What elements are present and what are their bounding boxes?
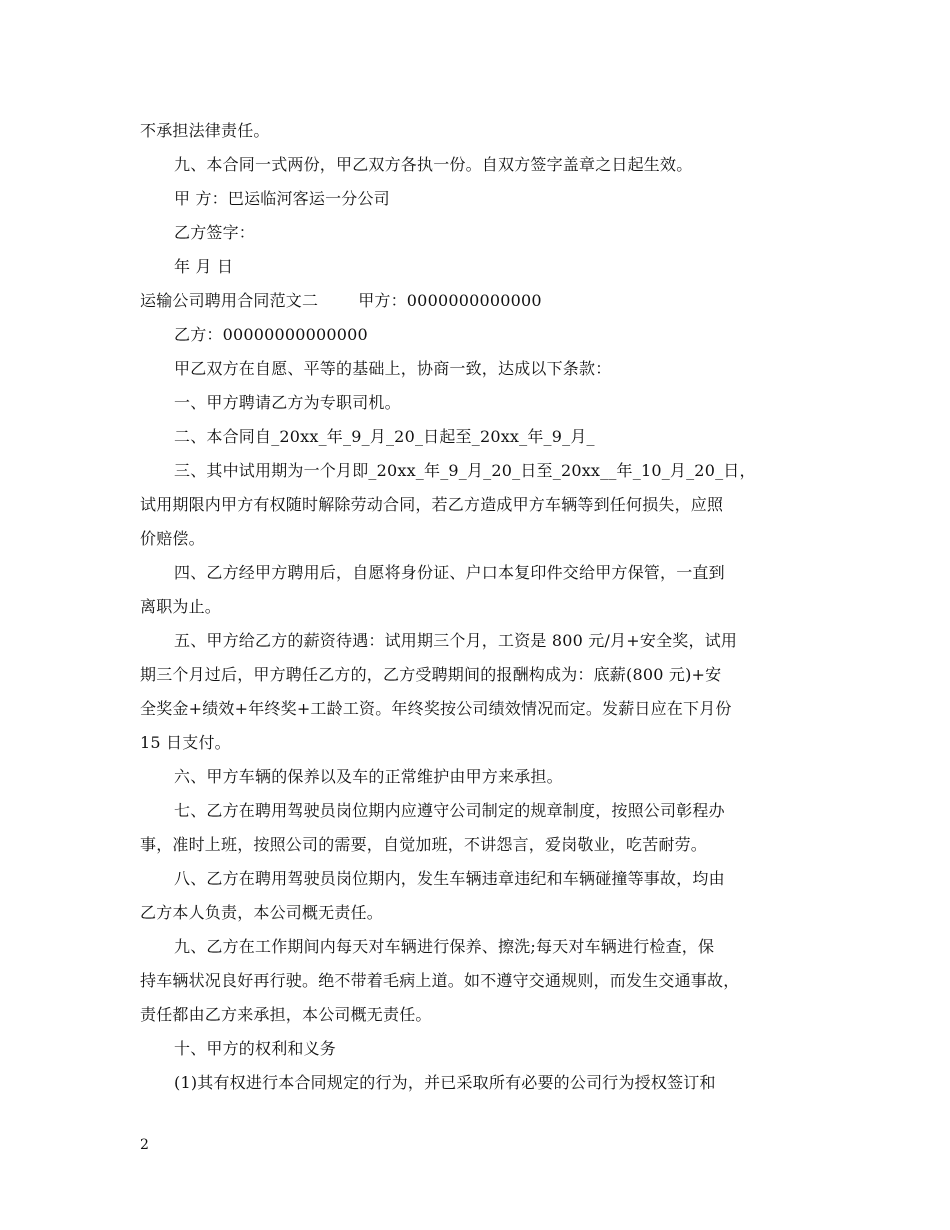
clause-8: 八、乙方在聘用驾驶员岗位期内，发生车辆违章违纪和车辆碰撞等事故，均由 xyxy=(174,869,725,888)
party-b-field: 乙方：00000000000000 xyxy=(174,325,368,344)
contract-title-line xyxy=(140,284,820,318)
document-body xyxy=(140,114,820,1100)
paragraph-line: 价赔偿。 xyxy=(140,529,205,548)
paragraph-line: 责任都由乙方来承担，本公司概无责任。 xyxy=(140,1005,432,1024)
party-a-field: 甲方：0000000000000 xyxy=(358,291,542,310)
paragraph-line: 事，准时上班，按照公司的需要，自觉加班，不讲怨言，爱岗敬业，吃苦耐劳。 xyxy=(140,835,708,854)
sub-clause-1: (1)其有权进行本合同规定的行为，并已采取所有必要的公司行为授权签订和 xyxy=(174,1073,716,1092)
clause-9: 九、乙方在工作期间内每天对车辆进行保养、擦洗;每天对车辆进行检查，保 xyxy=(174,937,715,956)
paragraph-line: 15 日支付。 xyxy=(140,733,231,752)
clause-2: 二、本合同自_20xx_年_9_月_20_日起至_20xx_年_9_月_ xyxy=(174,427,595,446)
clause-5: 五、甲方给乙方的薪资待遇：试用期三个月，工资是 800 元/月+安全奖，试用 xyxy=(174,631,738,650)
paragraph-line: 全奖金+绩效+年终奖+工龄工资。年终奖按公司绩效情况而定。发薪日应在下月份 xyxy=(140,699,732,718)
party-b-signature-line: 乙方签字： xyxy=(174,223,256,242)
clause-3: 三、其中试用期为一个月即_20xx_年_9_月_20_日至_20xx__年_10_月_20_日， xyxy=(174,461,756,480)
page-number: 2 xyxy=(140,1137,149,1153)
paragraph-line: 九、本合同一式两份，甲乙双方各执一份。自双方签字盖章之日起生效。 xyxy=(174,155,693,174)
paragraph-line: 甲乙双方在自愿、平等的基础上，协商一致，达成以下条款： xyxy=(174,359,612,378)
clause-10: 十、甲方的权利和义务 xyxy=(174,1039,337,1058)
paragraph-line: 试用期限内甲方有权随时解除劳动合同，若乙方造成甲方车辆等到任何损失，应照 xyxy=(140,495,724,514)
paragraph-line: 期三个月过后，甲方聘任乙方的，乙方受聘期间的报酬构成为：底薪(800 元)+安 xyxy=(140,665,722,684)
clause-4: 四、乙方经甲方聘用后，自愿将身份证、户口本复印件交给甲方保管，一直到 xyxy=(174,563,725,582)
clause-6: 六、甲方车辆的保养以及车的正常维护由甲方来承担。 xyxy=(174,767,563,786)
paragraph-line: 持车辆状况良好再行驶。绝不带着毛病上道。如不遵守交通规则，而发生交通事故， xyxy=(140,971,740,990)
paragraph-line: 乙方本人负责，本公司概无责任。 xyxy=(140,903,384,922)
contract-title: 运输公司聘用合同范文二 xyxy=(140,291,319,310)
clause-7: 七、乙方在聘用驾驶员岗位期内应遵守公司制定的规章制度，按照公司彰程办 xyxy=(174,801,725,820)
party-a-line: 甲 方：巴运临河客运一分公司 xyxy=(174,189,390,208)
paragraph-line: 离职为止。 xyxy=(140,597,222,616)
paragraph-line: 不承担法律责任。 xyxy=(140,121,270,140)
date-line: 年 月 日 xyxy=(174,257,234,276)
clause-1: 一、甲方聘请乙方为专职司机。 xyxy=(174,393,401,412)
